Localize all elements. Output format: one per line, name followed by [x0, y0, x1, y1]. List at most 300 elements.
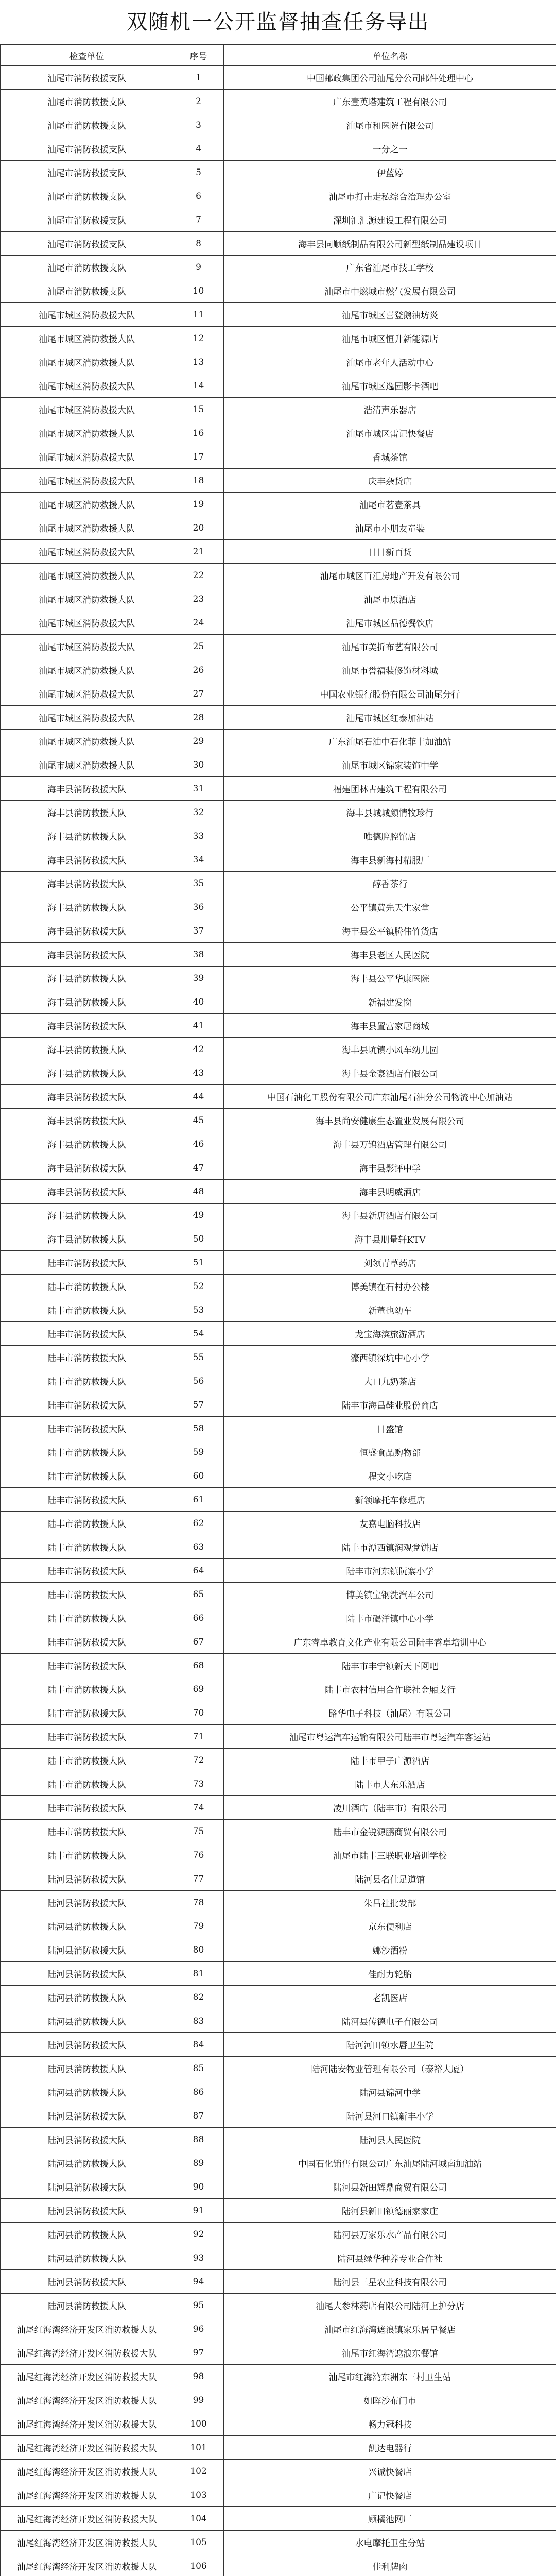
serial-number-cell: 51 [173, 1251, 224, 1275]
serial-number-cell: 11 [173, 303, 224, 327]
inspection-unit-cell: 汕尾市城区消防救援大队 [1, 398, 173, 421]
table-row [1, 872, 556, 895]
table-row [1, 2246, 556, 2270]
inspection-unit-cell: 汕尾红海湾经济开发区消防救援大队 [1, 2531, 173, 2554]
inspection-unit-cell: 陆丰市消防救援大队 [1, 1346, 173, 1369]
inspection-unit-cell: 汕尾市消防救援支队 [1, 279, 173, 303]
unit-name-cell: 兴诚快餐店 [224, 2460, 556, 2483]
table-row [1, 2057, 556, 2080]
serial-number-cell: 12 [173, 327, 224, 350]
serial-number-cell: 28 [173, 706, 224, 730]
unit-name-cell: 汕尾市和医院有限公司 [224, 113, 556, 137]
serial-number-cell: 7 [173, 208, 224, 232]
table-row [1, 232, 556, 256]
inspection-unit-cell: 汕尾市城区消防救援大队 [1, 469, 173, 493]
column-header-inspection-unit: 检查单位 [1, 45, 173, 66]
table-row [1, 540, 556, 564]
serial-number-cell: 94 [173, 2270, 224, 2294]
inspection-unit-cell: 海丰县消防救援大队 [1, 848, 173, 872]
table-row [1, 943, 556, 967]
unit-name-cell: 海丰县新海村精服厂 [224, 848, 556, 872]
unit-name-cell: 中国石油化工股份有限公司广东汕尾石油分公司物流中心加油站 [224, 1085, 556, 1109]
serial-number-cell: 58 [173, 1417, 224, 1440]
unit-name-cell: 汕尾市打击走私综合治理办公室 [224, 184, 556, 208]
serial-number-cell: 62 [173, 1512, 224, 1535]
serial-number-cell: 91 [173, 2199, 224, 2223]
serial-number-cell: 40 [173, 990, 224, 1014]
inspection-unit-cell: 汕尾市城区消防救援大队 [1, 327, 173, 350]
serial-number-cell: 31 [173, 777, 224, 801]
table-row [1, 611, 556, 635]
table-row [1, 1986, 556, 2009]
serial-number-cell: 30 [173, 753, 224, 777]
inspection-unit-cell: 汕尾红海湾经济开发区消防救援大队 [1, 2341, 173, 2365]
inspection-unit-cell: 海丰县消防救援大队 [1, 990, 173, 1014]
inspection-unit-cell: 陆丰市消防救援大队 [1, 1440, 173, 1464]
inspection-unit-cell: 汕尾红海湾经济开发区消防救援大队 [1, 2412, 173, 2436]
serial-number-cell: 39 [173, 967, 224, 990]
unit-name-cell: 中国农业银行股份有限公司汕尾分行 [224, 682, 556, 706]
table-row [1, 1204, 556, 1227]
serial-number-cell: 96 [173, 2317, 224, 2341]
inspection-task-table [0, 44, 556, 2576]
unit-name-cell: 友嘉电脑科技店 [224, 1512, 556, 1535]
unit-name-cell: 唯德腔腔馆店 [224, 824, 556, 848]
unit-name-cell: 水电摩托卫生分站 [224, 2531, 556, 2554]
unit-name-cell: 博美镇在石村办公楼 [224, 1275, 556, 1298]
serial-number-cell: 103 [173, 2483, 224, 2507]
table-row [1, 777, 556, 801]
unit-name-cell: 汕尾市老年人活动中心 [224, 350, 556, 374]
inspection-unit-cell: 海丰县消防救援大队 [1, 1038, 173, 1061]
serial-number-cell: 76 [173, 1843, 224, 1867]
inspection-unit-cell: 陆河县消防救援大队 [1, 2104, 173, 2128]
serial-number-cell: 87 [173, 2104, 224, 2128]
inspection-unit-cell: 陆河县消防救援大队 [1, 2223, 173, 2246]
serial-number-cell: 44 [173, 1085, 224, 1109]
inspection-unit-cell: 汕尾市城区消防救援大队 [1, 658, 173, 682]
table-row [1, 327, 556, 350]
unit-name-cell: 刘领青草药店 [224, 1251, 556, 1275]
serial-number-cell: 105 [173, 2531, 224, 2554]
unit-name-cell: 娜沙酒粉 [224, 1938, 556, 1962]
table-row [1, 1156, 556, 1180]
serial-number-cell: 13 [173, 350, 224, 374]
table-row [1, 1085, 556, 1109]
serial-number-cell: 65 [173, 1583, 224, 1606]
inspection-unit-cell: 陆河县消防救援大队 [1, 2175, 173, 2199]
inspection-unit-cell: 陆丰市消防救援大队 [1, 1559, 173, 1583]
unit-name-cell: 中国石化销售有限公司广东汕尾陆河城南加油站 [224, 2151, 556, 2175]
table-row [1, 730, 556, 753]
table-row [1, 1654, 556, 1677]
serial-number-cell: 81 [173, 1962, 224, 1986]
table-row [1, 1180, 556, 1204]
unit-name-cell: 老凯医店 [224, 1986, 556, 2009]
table-row [1, 1109, 556, 1132]
unit-name-cell: 恒盛食品购物部 [224, 1440, 556, 1464]
serial-number-cell: 1 [173, 66, 224, 90]
unit-name-cell: 汕尾市誉福装修饰材料城 [224, 658, 556, 682]
unit-name-cell: 凌川酒店（陆丰市）有限公司 [224, 1796, 556, 1820]
unit-name-cell: 海丰县万锦酒店管理有限公司 [224, 1132, 556, 1156]
serial-number-cell: 8 [173, 232, 224, 256]
unit-name-cell: 程文小吃店 [224, 1464, 556, 1488]
inspection-unit-cell: 陆丰市消防救援大队 [1, 1677, 173, 1701]
unit-name-cell: 海丰县金豪酒店有限公司 [224, 1061, 556, 1085]
table-row [1, 374, 556, 398]
serial-number-cell: 3 [173, 113, 224, 137]
unit-name-cell: 汕尾市红海湾东洲东三村卫生站 [224, 2365, 556, 2388]
inspection-unit-cell: 汕尾市消防救援支队 [1, 232, 173, 256]
unit-name-cell: 新董也幼车 [224, 1298, 556, 1322]
serial-number-cell: 83 [173, 2009, 224, 2033]
table-row [1, 1796, 556, 1820]
unit-name-cell: 畅力冠科技 [224, 2412, 556, 2436]
inspection-unit-cell: 陆丰市消防救援大队 [1, 1843, 173, 1867]
table-row [1, 1583, 556, 1606]
unit-name-cell: 佳耐力轮胎 [224, 1962, 556, 1986]
inspection-unit-cell: 陆丰市消防救援大队 [1, 1417, 173, 1440]
unit-name-cell: 汕尾市原酒店 [224, 587, 556, 611]
inspection-unit-cell: 汕尾市城区消防救援大队 [1, 540, 173, 564]
unit-name-cell: 一分之一 [224, 137, 556, 161]
table-row [1, 1843, 556, 1867]
unit-name-cell: 陆河县锦河中学 [224, 2080, 556, 2104]
table-row [1, 1701, 556, 1725]
serial-number-cell: 101 [173, 2436, 224, 2460]
inspection-unit-cell: 汕尾市城区消防救援大队 [1, 564, 173, 587]
inspection-unit-cell: 汕尾市城区消防救援大队 [1, 635, 173, 658]
unit-name-cell: 濠西镇深坑中心小学 [224, 1346, 556, 1369]
inspection-unit-cell: 汕尾市城区消防救援大队 [1, 493, 173, 516]
inspection-unit-cell: 汕尾市城区消防救援大队 [1, 587, 173, 611]
inspection-unit-cell: 汕尾市城区消防救援大队 [1, 421, 173, 445]
table-row [1, 1417, 556, 1440]
serial-number-cell: 27 [173, 682, 224, 706]
serial-number-cell: 84 [173, 2033, 224, 2057]
serial-number-cell: 89 [173, 2151, 224, 2175]
serial-number-cell: 97 [173, 2341, 224, 2365]
serial-number-cell: 17 [173, 445, 224, 469]
unit-name-cell: 如晖沙布门市 [224, 2388, 556, 2412]
serial-number-cell: 14 [173, 374, 224, 398]
inspection-unit-cell: 陆河县消防救援大队 [1, 2294, 173, 2317]
serial-number-cell: 82 [173, 1986, 224, 2009]
table-row [1, 66, 556, 90]
table-row [1, 801, 556, 824]
unit-name-cell: 广东省汕尾市技工学校 [224, 256, 556, 279]
inspection-unit-cell: 汕尾市消防救援支队 [1, 184, 173, 208]
serial-number-cell: 9 [173, 256, 224, 279]
inspection-unit-cell: 汕尾市城区消防救援大队 [1, 374, 173, 398]
inspection-unit-cell: 汕尾市城区消防救援大队 [1, 753, 173, 777]
unit-name-cell: 汕尾市陆丰三联职业培训学校 [224, 1843, 556, 1867]
unit-name-cell: 广东睿卓教育文化产业有限公司陆丰睿卓培训中心 [224, 1630, 556, 1654]
inspection-unit-cell: 陆河县消防救援大队 [1, 2033, 173, 2057]
inspection-unit-cell: 汕尾市城区消防救援大队 [1, 706, 173, 730]
table-row [1, 564, 556, 587]
inspection-unit-cell: 海丰县消防救援大队 [1, 919, 173, 943]
unit-name-cell: 广记快餐店 [224, 2483, 556, 2507]
inspection-unit-cell: 海丰县消防救援大队 [1, 1061, 173, 1085]
inspection-unit-cell: 陆河县消防救援大队 [1, 2199, 173, 2223]
unit-name-cell: 汕尾市城区逸园影卡酒吧 [224, 374, 556, 398]
serial-number-cell: 18 [173, 469, 224, 493]
serial-number-cell: 102 [173, 2460, 224, 2483]
unit-name-cell: 汕尾市城区红泰加油站 [224, 706, 556, 730]
table-row [1, 1061, 556, 1085]
serial-number-cell: 74 [173, 1796, 224, 1820]
unit-name-cell: 陆河县新田辉鼎商贸有限公司 [224, 2175, 556, 2199]
serial-number-cell: 86 [173, 2080, 224, 2104]
table-row [1, 2436, 556, 2460]
table-row [1, 516, 556, 540]
table-row [1, 2033, 556, 2057]
table-row [1, 919, 556, 943]
unit-name-cell: 海丰县置富家居商城 [224, 1014, 556, 1038]
unit-name-cell: 路华电子科技（汕尾）有限公司 [224, 1701, 556, 1725]
inspection-unit-cell: 海丰县消防救援大队 [1, 1132, 173, 1156]
table-row [1, 848, 556, 872]
serial-number-cell: 5 [173, 161, 224, 184]
inspection-unit-cell: 陆丰市消防救援大队 [1, 1725, 173, 1749]
inspection-unit-cell: 陆河县消防救援大队 [1, 2080, 173, 2104]
serial-number-cell: 79 [173, 1914, 224, 1938]
inspection-unit-cell: 汕尾红海湾经济开发区消防救援大队 [1, 2460, 173, 2483]
unit-name-cell: 汕尾市城区品德餐饮店 [224, 611, 556, 635]
table-row [1, 1464, 556, 1488]
inspection-unit-cell: 陆丰市消防救援大队 [1, 1772, 173, 1796]
table-row [1, 2507, 556, 2531]
inspection-unit-cell: 陆丰市消防救援大队 [1, 1298, 173, 1322]
serial-number-cell: 71 [173, 1725, 224, 1749]
inspection-unit-cell: 汕尾市城区消防救援大队 [1, 303, 173, 327]
unit-name-cell: 陆河县传德电子有限公司 [224, 2009, 556, 2033]
serial-number-cell: 50 [173, 1227, 224, 1251]
inspection-unit-cell: 汕尾市消防救援支队 [1, 161, 173, 184]
serial-number-cell: 15 [173, 398, 224, 421]
table-row [1, 90, 556, 113]
serial-number-cell: 69 [173, 1677, 224, 1701]
serial-number-cell: 45 [173, 1109, 224, 1132]
serial-number-cell: 64 [173, 1559, 224, 1583]
serial-number-cell: 75 [173, 1820, 224, 1843]
inspection-unit-cell: 汕尾市城区消防救援大队 [1, 730, 173, 753]
unit-name-cell: 陆丰市农村信用合作联社金厢支行 [224, 1677, 556, 1701]
serial-number-cell: 20 [173, 516, 224, 540]
table-row [1, 184, 556, 208]
unit-name-cell: 陆丰市河东镇阮寨小学 [224, 1559, 556, 1583]
table-row [1, 2483, 556, 2507]
serial-number-cell: 95 [173, 2294, 224, 2317]
unit-name-cell: 陆丰市大东乐酒店 [224, 1772, 556, 1796]
unit-name-cell: 汕尾市美折布艺有限公司 [224, 635, 556, 658]
table-row [1, 2009, 556, 2033]
table-row [1, 2270, 556, 2294]
inspection-unit-cell: 海丰县消防救援大队 [1, 1156, 173, 1180]
unit-name-cell: 海丰县明威酒店 [224, 1180, 556, 1204]
unit-name-cell: 汕尾市红海湾遮浪镇家乐居早餐店 [224, 2317, 556, 2341]
serial-number-cell: 6 [173, 184, 224, 208]
serial-number-cell: 54 [173, 1322, 224, 1346]
unit-name-cell: 海丰县公平华康医院 [224, 967, 556, 990]
unit-name-cell: 海丰县同顺纸制品有限公司新型纸制品建设项目 [224, 232, 556, 256]
serial-number-cell: 98 [173, 2365, 224, 2388]
table-row [1, 421, 556, 445]
inspection-unit-cell: 海丰县消防救援大队 [1, 1180, 173, 1204]
table-row [1, 1938, 556, 1962]
serial-number-cell: 49 [173, 1204, 224, 1227]
unit-name-cell: 日日新百货 [224, 540, 556, 564]
table-row [1, 279, 556, 303]
serial-number-cell: 55 [173, 1346, 224, 1369]
unit-name-cell: 海丰县坑镇小风车幼儿园 [224, 1038, 556, 1061]
table-row [1, 2199, 556, 2223]
inspection-unit-cell: 海丰县消防救援大队 [1, 777, 173, 801]
unit-name-cell: 伊蓝婷 [224, 161, 556, 184]
inspection-unit-cell: 汕尾市消防救援支队 [1, 208, 173, 232]
serial-number-cell: 104 [173, 2507, 224, 2531]
unit-name-cell: 海丰县新唐酒店有限公司 [224, 1204, 556, 1227]
inspection-unit-cell: 汕尾市城区消防救援大队 [1, 682, 173, 706]
table-row [1, 2104, 556, 2128]
serial-number-cell: 67 [173, 1630, 224, 1654]
serial-number-cell: 63 [173, 1535, 224, 1559]
serial-number-cell: 106 [173, 2554, 224, 2576]
table-row [1, 2223, 556, 2246]
table-row [1, 2531, 556, 2554]
inspection-unit-cell: 汕尾红海湾经济开发区消防救援大队 [1, 2436, 173, 2460]
serial-number-cell: 61 [173, 1488, 224, 1512]
unit-name-cell: 陆丰市金锐源鹏商贸有限公司 [224, 1820, 556, 1843]
inspection-unit-cell: 汕尾红海湾经济开发区消防救援大队 [1, 2554, 173, 2576]
serial-number-cell: 53 [173, 1298, 224, 1322]
serial-number-cell: 34 [173, 848, 224, 872]
unit-name-cell: 汕尾市茗壹茶具 [224, 493, 556, 516]
unit-name-cell: 日盛馆 [224, 1417, 556, 1440]
table-row [1, 658, 556, 682]
unit-name-cell: 陆丰市潭西镇润观党饼店 [224, 1535, 556, 1559]
unit-name-cell: 博美镇宝钢洗汽车公司 [224, 1583, 556, 1606]
unit-name-cell: 新领摩托车修理店 [224, 1488, 556, 1512]
table-row [1, 753, 556, 777]
unit-name-cell: 醇香茶行 [224, 872, 556, 895]
serial-number-cell: 52 [173, 1275, 224, 1298]
unit-name-cell: 庆丰杂货店 [224, 469, 556, 493]
table-row [1, 1440, 556, 1464]
table-row [1, 967, 556, 990]
inspection-unit-cell: 陆丰市消防救援大队 [1, 1535, 173, 1559]
serial-number-cell: 4 [173, 137, 224, 161]
table-row [1, 208, 556, 232]
unit-name-cell: 海丰县朋量轩KTV [224, 1227, 556, 1251]
unit-name-cell: 陆河县万家乐水产品有限公司 [224, 2223, 556, 2246]
table-row [1, 1132, 556, 1156]
table-row [1, 161, 556, 184]
unit-name-cell: 海丰县影评中学 [224, 1156, 556, 1180]
inspection-unit-cell: 陆丰市消防救援大队 [1, 1251, 173, 1275]
unit-name-cell: 深圳汇汇源建设工程有限公司 [224, 208, 556, 232]
serial-number-cell: 42 [173, 1038, 224, 1061]
serial-number-cell: 59 [173, 1440, 224, 1464]
unit-name-cell: 陆河县绿华种养专业合作社 [224, 2246, 556, 2270]
inspection-unit-cell: 陆丰市消防救援大队 [1, 1583, 173, 1606]
table-row [1, 2460, 556, 2483]
unit-name-cell: 陆河陆安物业管理有限公司（泰裕大厦） [224, 2057, 556, 2080]
inspection-unit-cell: 汕尾市城区消防救援大队 [1, 516, 173, 540]
unit-name-cell: 香城茶馆 [224, 445, 556, 469]
serial-number-cell: 26 [173, 658, 224, 682]
table-row [1, 1914, 556, 1938]
table-row [1, 1867, 556, 1891]
table-header-row [1, 45, 556, 66]
serial-number-cell: 24 [173, 611, 224, 635]
inspection-unit-cell: 海丰县消防救援大队 [1, 1014, 173, 1038]
inspection-unit-cell: 汕尾红海湾经济开发区消防救援大队 [1, 2388, 173, 2412]
inspection-unit-cell: 汕尾红海湾经济开发区消防救援大队 [1, 2365, 173, 2388]
serial-number-cell: 19 [173, 493, 224, 516]
inspection-unit-cell: 陆丰市消防救援大队 [1, 1630, 173, 1654]
inspection-unit-cell: 陆丰市消防救援大队 [1, 1369, 173, 1393]
table-row [1, 2080, 556, 2104]
serial-number-cell: 99 [173, 2388, 224, 2412]
inspection-unit-cell: 陆河县消防救援大队 [1, 1986, 173, 2009]
serial-number-cell: 60 [173, 1464, 224, 1488]
inspection-unit-cell: 陆河县消防救援大队 [1, 1891, 173, 1914]
table-row [1, 1725, 556, 1749]
inspection-unit-cell: 陆丰市消防救援大队 [1, 1606, 173, 1630]
table-row [1, 1251, 556, 1275]
table-row [1, 1535, 556, 1559]
table-row [1, 350, 556, 374]
inspection-unit-cell: 陆河县消防救援大队 [1, 1962, 173, 1986]
table-row [1, 1677, 556, 1701]
serial-number-cell: 85 [173, 2057, 224, 2080]
table-row [1, 1891, 556, 1914]
unit-name-cell: 陆河县名仕足道馆 [224, 1867, 556, 1891]
table-row [1, 303, 556, 327]
table-row [1, 2388, 556, 2412]
table-row [1, 990, 556, 1014]
table-row [1, 1275, 556, 1298]
unit-name-cell: 海丰县公平镇腾伟竹货店 [224, 919, 556, 943]
unit-name-cell: 陆河县新田镇德丽家家庄 [224, 2199, 556, 2223]
table-row [1, 1014, 556, 1038]
serial-number-cell: 70 [173, 1701, 224, 1725]
table-row [1, 1559, 556, 1583]
serial-number-cell: 36 [173, 895, 224, 919]
table-row [1, 895, 556, 919]
inspection-unit-cell: 海丰县消防救援大队 [1, 872, 173, 895]
inspection-unit-cell: 陆河县消防救援大队 [1, 2246, 173, 2270]
unit-name-cell: 陆丰市甲子广源酒店 [224, 1749, 556, 1772]
inspection-unit-cell: 汕尾市城区消防救援大队 [1, 445, 173, 469]
table-row [1, 2294, 556, 2317]
unit-name-cell: 浩清声乐器店 [224, 398, 556, 421]
table-row [1, 1227, 556, 1251]
unit-name-cell: 汕尾市城区雷记快餐店 [224, 421, 556, 445]
serial-number-cell: 80 [173, 1938, 224, 1962]
table-row [1, 1749, 556, 1772]
inspection-unit-cell: 汕尾市消防救援支队 [1, 90, 173, 113]
serial-number-cell: 77 [173, 1867, 224, 1891]
inspection-unit-cell: 汕尾红海湾经济开发区消防救援大队 [1, 2483, 173, 2507]
serial-number-cell: 73 [173, 1772, 224, 1796]
serial-number-cell: 66 [173, 1606, 224, 1630]
serial-number-cell: 88 [173, 2128, 224, 2151]
table-row [1, 1298, 556, 1322]
